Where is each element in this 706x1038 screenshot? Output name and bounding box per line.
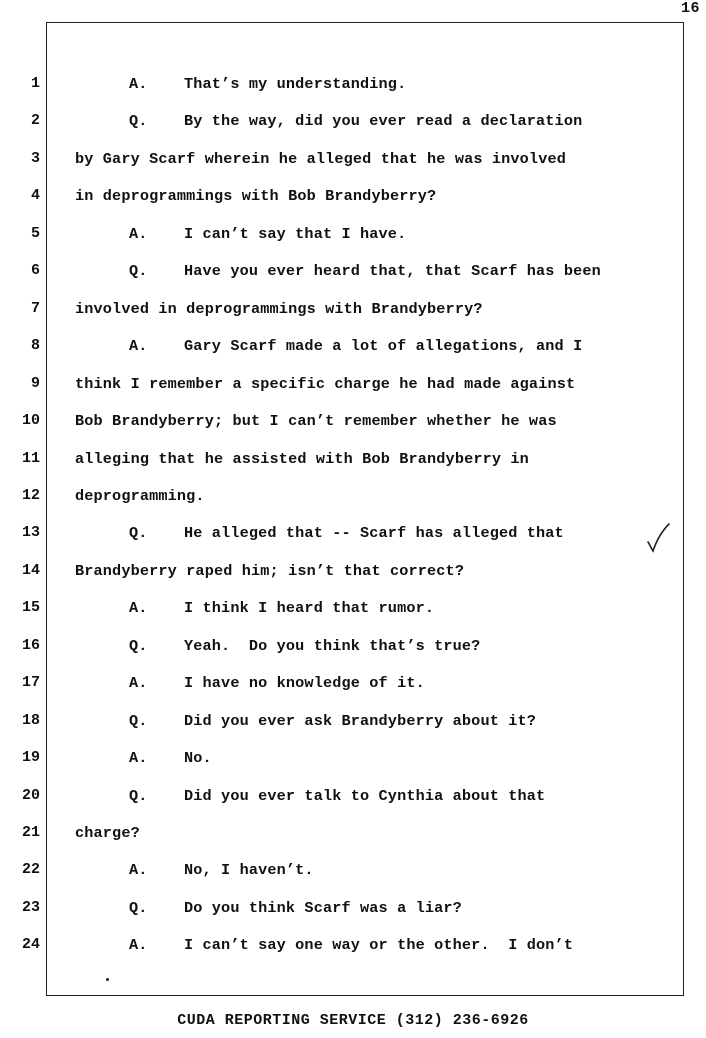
speaker-label: Q. — [129, 524, 148, 543]
line-number: 19 — [21, 749, 40, 767]
line-number: 22 — [21, 861, 40, 879]
line-content: deprogramming. — [75, 486, 205, 505]
line-content: No, I haven’t. — [184, 861, 314, 880]
line-content: I can’t say that I have. — [184, 224, 407, 243]
line-number: 18 — [21, 711, 40, 729]
transcript-line — [129, 637, 480, 655]
line-number: 8 — [30, 337, 40, 355]
speaker-label: A. — [129, 75, 148, 93]
speaker-label: A. — [129, 224, 148, 243]
line-number: 12 — [21, 486, 40, 504]
line-content: think I remember a specific charge he had made against — [75, 374, 576, 393]
speaker-label: A. — [129, 936, 148, 955]
line-content: Did you ever talk to Cynthia about that — [184, 786, 546, 805]
line-number: 17 — [21, 674, 40, 692]
line-number: 13 — [21, 524, 40, 542]
speaker-label: Q. — [129, 711, 148, 730]
line-content: By the way, did you ever read a declaration — [184, 112, 583, 131]
speaker-label: Q. — [129, 636, 148, 655]
transcript-line — [129, 524, 564, 542]
speaker-label: Q. — [129, 786, 148, 805]
line-number: 15 — [21, 599, 40, 617]
line-content: No. — [184, 749, 212, 768]
page-number: 16 — [680, 0, 700, 17]
speaker-label: Q. — [129, 898, 148, 917]
handwritten-checkmark-icon — [646, 522, 672, 554]
speaker-label: Q. — [129, 112, 148, 131]
transcript-line — [129, 787, 545, 805]
line-content: in deprogrammings with Bob Brandyberry? — [75, 187, 437, 206]
line-number: 5 — [30, 224, 40, 242]
transcript-line — [75, 300, 483, 318]
speaker-label: Q. — [129, 262, 148, 281]
line-number: 11 — [21, 449, 40, 467]
transcript-line — [129, 599, 434, 617]
line-number: 14 — [21, 561, 40, 579]
transcript-line — [129, 861, 314, 879]
line-number: 2 — [30, 112, 40, 130]
transcript-line — [129, 674, 425, 692]
line-number: 16 — [21, 636, 40, 654]
line-number: 6 — [30, 262, 40, 280]
transcript-line — [75, 187, 436, 205]
speaker-label: A. — [129, 337, 148, 356]
transcript-line — [129, 225, 406, 243]
line-number: 7 — [30, 299, 40, 317]
transcript-line — [75, 562, 464, 580]
line-content: Yeah. Do you think that’s true? — [184, 636, 481, 655]
transcript-line — [129, 712, 536, 730]
stray-mark — [106, 978, 109, 981]
transcript-line — [75, 375, 575, 393]
line-number: 9 — [30, 374, 40, 392]
transcript-line — [75, 412, 557, 430]
line-content: Did you ever ask Brandyberry about it? — [184, 711, 537, 730]
speaker-label: A. — [129, 749, 148, 768]
transcript-frame — [46, 22, 684, 996]
transcript-line — [129, 899, 462, 917]
transcript-line — [75, 450, 529, 468]
transcript-line — [75, 824, 140, 842]
line-content: Have you ever heard that, that Scarf has been — [184, 262, 601, 281]
transcript-line — [129, 337, 582, 355]
line-content: involved in deprogrammings with Brandyberry? — [75, 299, 483, 318]
line-number: 10 — [21, 412, 40, 430]
transcript-line — [129, 262, 601, 280]
transcript-line — [75, 487, 205, 505]
footer-reporting-service: CUDA REPORTING SERVICE (312) 236-6926 — [177, 1012, 529, 1029]
transcript-line — [129, 75, 406, 93]
line-number: 1 — [30, 75, 40, 92]
line-content: alleging that he assisted with Bob Brandyberry in — [75, 449, 529, 468]
speaker-label: A. — [129, 861, 148, 880]
line-content: That’s my understanding. — [184, 75, 407, 93]
line-content: charge? — [75, 824, 140, 842]
transcript-line — [129, 749, 212, 767]
line-number: 23 — [21, 898, 40, 916]
speaker-label: A. — [129, 599, 148, 618]
line-number: 24 — [21, 936, 40, 954]
transcript-line — [129, 936, 573, 954]
line-number: 20 — [21, 786, 40, 804]
line-number: 21 — [21, 824, 40, 841]
line-content: Bob Brandyberry; but I can’t remember whether he was — [75, 412, 557, 431]
line-content: I think I heard that rumor. — [184, 599, 435, 618]
line-number: 3 — [30, 149, 40, 167]
line-content: I have no knowledge of it. — [184, 674, 425, 693]
transcript-line — [129, 112, 582, 130]
line-content: Do you think Scarf was a liar? — [184, 898, 462, 917]
line-content: Brandyberry raped him; isn’t that correct? — [75, 561, 465, 580]
line-content: by Gary Scarf wherein he alleged that he was involved — [75, 149, 566, 168]
speaker-label: A. — [129, 674, 148, 693]
line-number: 4 — [30, 187, 40, 205]
line-content: Gary Scarf made a lot of allegations, and I — [184, 337, 583, 356]
transcript-line — [75, 150, 566, 168]
line-content: I can’t say one way or the other. I don’t — [184, 936, 574, 955]
line-content: He alleged that -- Scarf has alleged that — [184, 524, 564, 543]
